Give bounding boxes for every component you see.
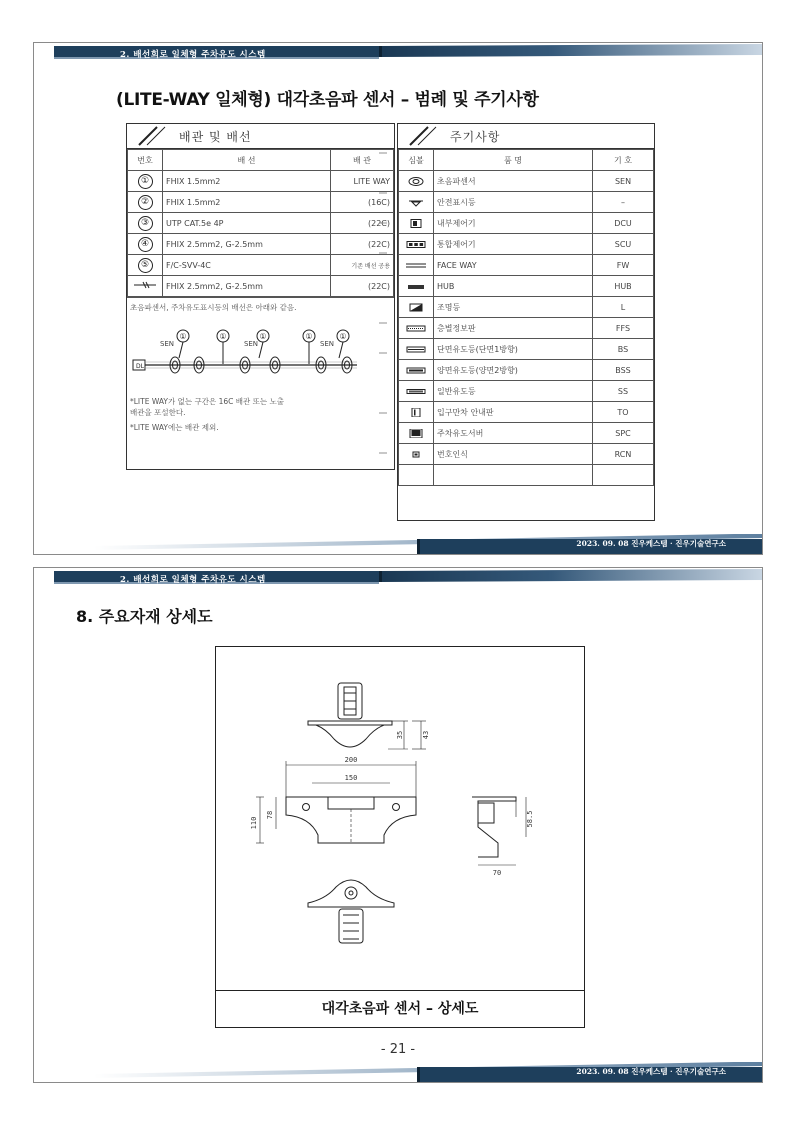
row-code: TO xyxy=(593,402,654,423)
table-row xyxy=(399,402,654,423)
table-row xyxy=(128,213,394,234)
table-row xyxy=(399,423,654,444)
header-no: 번호 xyxy=(128,150,163,171)
slide-legend xyxy=(33,42,763,555)
row-code: RCN xyxy=(593,444,654,465)
drawing-caption: 대각초음파 센서 – 상세도 xyxy=(216,990,584,1027)
table-row xyxy=(399,360,654,381)
table-row xyxy=(399,318,654,339)
diagram-sen-3: SEN xyxy=(319,340,335,348)
note-bottom-3: *LITE WAY에는 배관 제외. xyxy=(130,423,219,432)
row-wire: UTP CAT.5e 4P xyxy=(163,213,331,234)
row-name: 내부제어기 xyxy=(434,213,593,234)
header-label: 2. 배선회로 일체형 주차유도 시스템 xyxy=(120,50,266,60)
row-name: 조명등 xyxy=(434,297,593,318)
header-pipe: 배 관 xyxy=(331,150,394,171)
dim-78: 78 xyxy=(266,810,274,820)
controller-box-icon xyxy=(406,219,426,228)
note-top: 초음파센서, 주차유도표시등의 배선은 아래와 같음. xyxy=(130,303,297,312)
table-header-row xyxy=(128,150,394,171)
table-header-row xyxy=(399,150,654,171)
row-wire: FHIX 2.5mm2, G-2.5mm xyxy=(163,234,331,255)
row-empty xyxy=(399,465,434,486)
plate-recognition-icon xyxy=(406,450,426,459)
row-name: 안전표시등 xyxy=(434,192,593,213)
row-code: BSS xyxy=(593,360,654,381)
wiring-diagram xyxy=(127,314,392,394)
row-code xyxy=(593,465,654,486)
header-code: 기 호 xyxy=(593,150,654,171)
double-guide-icon xyxy=(406,366,426,375)
row-pipe: LITE WAY xyxy=(331,171,394,192)
table-row xyxy=(128,234,394,255)
row-code: L xyxy=(593,297,654,318)
wiring-section-title: 배관 및 배선 xyxy=(179,130,252,144)
header-symbol: 심볼 xyxy=(399,150,434,171)
row-name xyxy=(434,465,593,486)
page-number: - 21 - xyxy=(380,1042,416,1057)
note-bottom-1: *LITE WAY가 없는 구간은 16C 배관 또는 노출 xyxy=(130,397,285,406)
general-guide-icon xyxy=(406,387,426,396)
row-number: ③ xyxy=(138,216,153,231)
row-name: 일반유도등 xyxy=(434,381,593,402)
row-code: FFS xyxy=(593,318,654,339)
table-row xyxy=(399,444,654,465)
table-row xyxy=(399,381,654,402)
face-way-line-icon xyxy=(406,261,426,270)
wiring-notes xyxy=(127,297,394,453)
page-title: (LITE-WAY 일체형) 대각초음파 센서 – 범례 및 주기사항 xyxy=(116,90,539,110)
row-name: 입구만차 안내판 xyxy=(434,402,593,423)
slash-icon xyxy=(135,126,169,146)
row-code: SPC xyxy=(593,423,654,444)
row-code: – xyxy=(593,192,654,213)
row-wire: F/C-SVV-4C xyxy=(163,255,331,276)
diagram-sen-2: SEN xyxy=(243,340,259,348)
sensor-ring-icon xyxy=(406,177,426,186)
floor-board-icon xyxy=(406,324,426,333)
row-number: ⑤ xyxy=(138,258,153,273)
row-code: DCU xyxy=(593,213,654,234)
row-code: SEN xyxy=(593,171,654,192)
row-code: HUB xyxy=(593,276,654,297)
diagram-num-2: ① xyxy=(219,332,227,341)
row-name: 층별정보판 xyxy=(434,318,593,339)
footer-label: 2023. 09. 08 진우케스템 · 진우기술연구소 xyxy=(576,539,726,548)
row-name: 주차유도서버 xyxy=(434,423,593,444)
row-code: BS xyxy=(593,339,654,360)
light-icon xyxy=(406,303,426,312)
triple-box-icon xyxy=(406,240,426,249)
legend-section-title: 주기사항 xyxy=(450,130,501,144)
row-name: 양면유도등(양면2방향) xyxy=(434,360,593,381)
detail-drawing-frame xyxy=(215,646,585,1028)
wiring-grid xyxy=(127,149,394,297)
diagram-num-5: ① xyxy=(339,332,347,341)
row-number: ① xyxy=(138,174,153,189)
header-wire: 배 선 xyxy=(163,150,331,171)
table-row xyxy=(399,297,654,318)
header-label: 2. 배선회로 일체형 주차유도 시스템 xyxy=(120,575,266,585)
slide-detail xyxy=(33,567,763,1083)
wiring-section-header xyxy=(127,124,394,149)
dim-110: 110 xyxy=(250,816,258,830)
table-row xyxy=(128,255,394,276)
ground-wire-icon xyxy=(134,281,156,289)
note-bottom-2: 배관을 포설한다. xyxy=(130,408,186,417)
legend-section-header xyxy=(398,124,654,149)
row-name: 초음파센서 xyxy=(434,171,593,192)
row-wire: FHIX 2.5mm2, G-2.5mm xyxy=(163,276,331,297)
row-number: ② xyxy=(138,195,153,210)
wiring-table xyxy=(126,123,395,470)
diagram-box-label: DL xyxy=(136,363,144,370)
dim-35: 35 xyxy=(396,730,404,740)
row-pipe: (22C) xyxy=(331,213,394,234)
row-pipe: (22C) xyxy=(331,276,394,297)
server-monitor-icon xyxy=(406,429,426,438)
table-row xyxy=(399,465,654,486)
dim-150: 150 xyxy=(344,774,358,782)
table-row xyxy=(128,171,394,192)
table-row xyxy=(399,171,654,192)
row-pipe: (22C) xyxy=(331,234,394,255)
table-row xyxy=(128,276,394,297)
row-number: ④ xyxy=(138,237,153,252)
row-wire: FHIX 1.5mm2 xyxy=(163,192,331,213)
table-row xyxy=(399,234,654,255)
footer-label: 2023. 09. 08 진우케스템 · 진우기술연구소 xyxy=(576,1067,726,1076)
table-row xyxy=(128,192,394,213)
row-pipe: (16C) xyxy=(331,192,394,213)
diagram-sen-1: SEN xyxy=(159,340,175,348)
single-guide-icon xyxy=(406,345,426,354)
row-code: SCU xyxy=(593,234,654,255)
row-name: 통합제어기 xyxy=(434,234,593,255)
dim-58: 58.5 xyxy=(526,810,534,828)
diagram-num-3: ① xyxy=(259,332,267,341)
row-name: 단면유도등(단면1방향) xyxy=(434,339,593,360)
slash-icon xyxy=(406,126,440,146)
lamp-icon xyxy=(406,198,426,207)
sensor-detail-drawing xyxy=(216,647,584,989)
section-title: 8. 주요자재 상세도 xyxy=(76,607,213,626)
dim-43: 43 xyxy=(422,730,430,740)
table-row xyxy=(399,213,654,234)
table-row xyxy=(399,339,654,360)
row-code: FW xyxy=(593,255,654,276)
table-row xyxy=(399,192,654,213)
dim-70: 70 xyxy=(492,869,502,877)
row-name: HUB xyxy=(434,276,593,297)
diagram-num-1: ① xyxy=(179,332,187,341)
diagram-num-4: ① xyxy=(305,332,313,341)
hub-icon xyxy=(406,282,426,291)
row-pipe: 기존 배선 공용 xyxy=(331,255,394,276)
entry-board-icon xyxy=(406,408,426,417)
row-wire: FHIX 1.5mm2 xyxy=(163,171,331,192)
legend-table xyxy=(397,123,655,521)
legend-grid xyxy=(398,149,654,486)
table-row xyxy=(399,276,654,297)
row-name: 번호인식 xyxy=(434,444,593,465)
row-name: FACE WAY xyxy=(434,255,593,276)
row-code: SS xyxy=(593,381,654,402)
header-name: 품 명 xyxy=(434,150,593,171)
dim-200: 200 xyxy=(344,756,358,764)
table-divider-ticks xyxy=(379,123,389,468)
table-row xyxy=(399,255,654,276)
